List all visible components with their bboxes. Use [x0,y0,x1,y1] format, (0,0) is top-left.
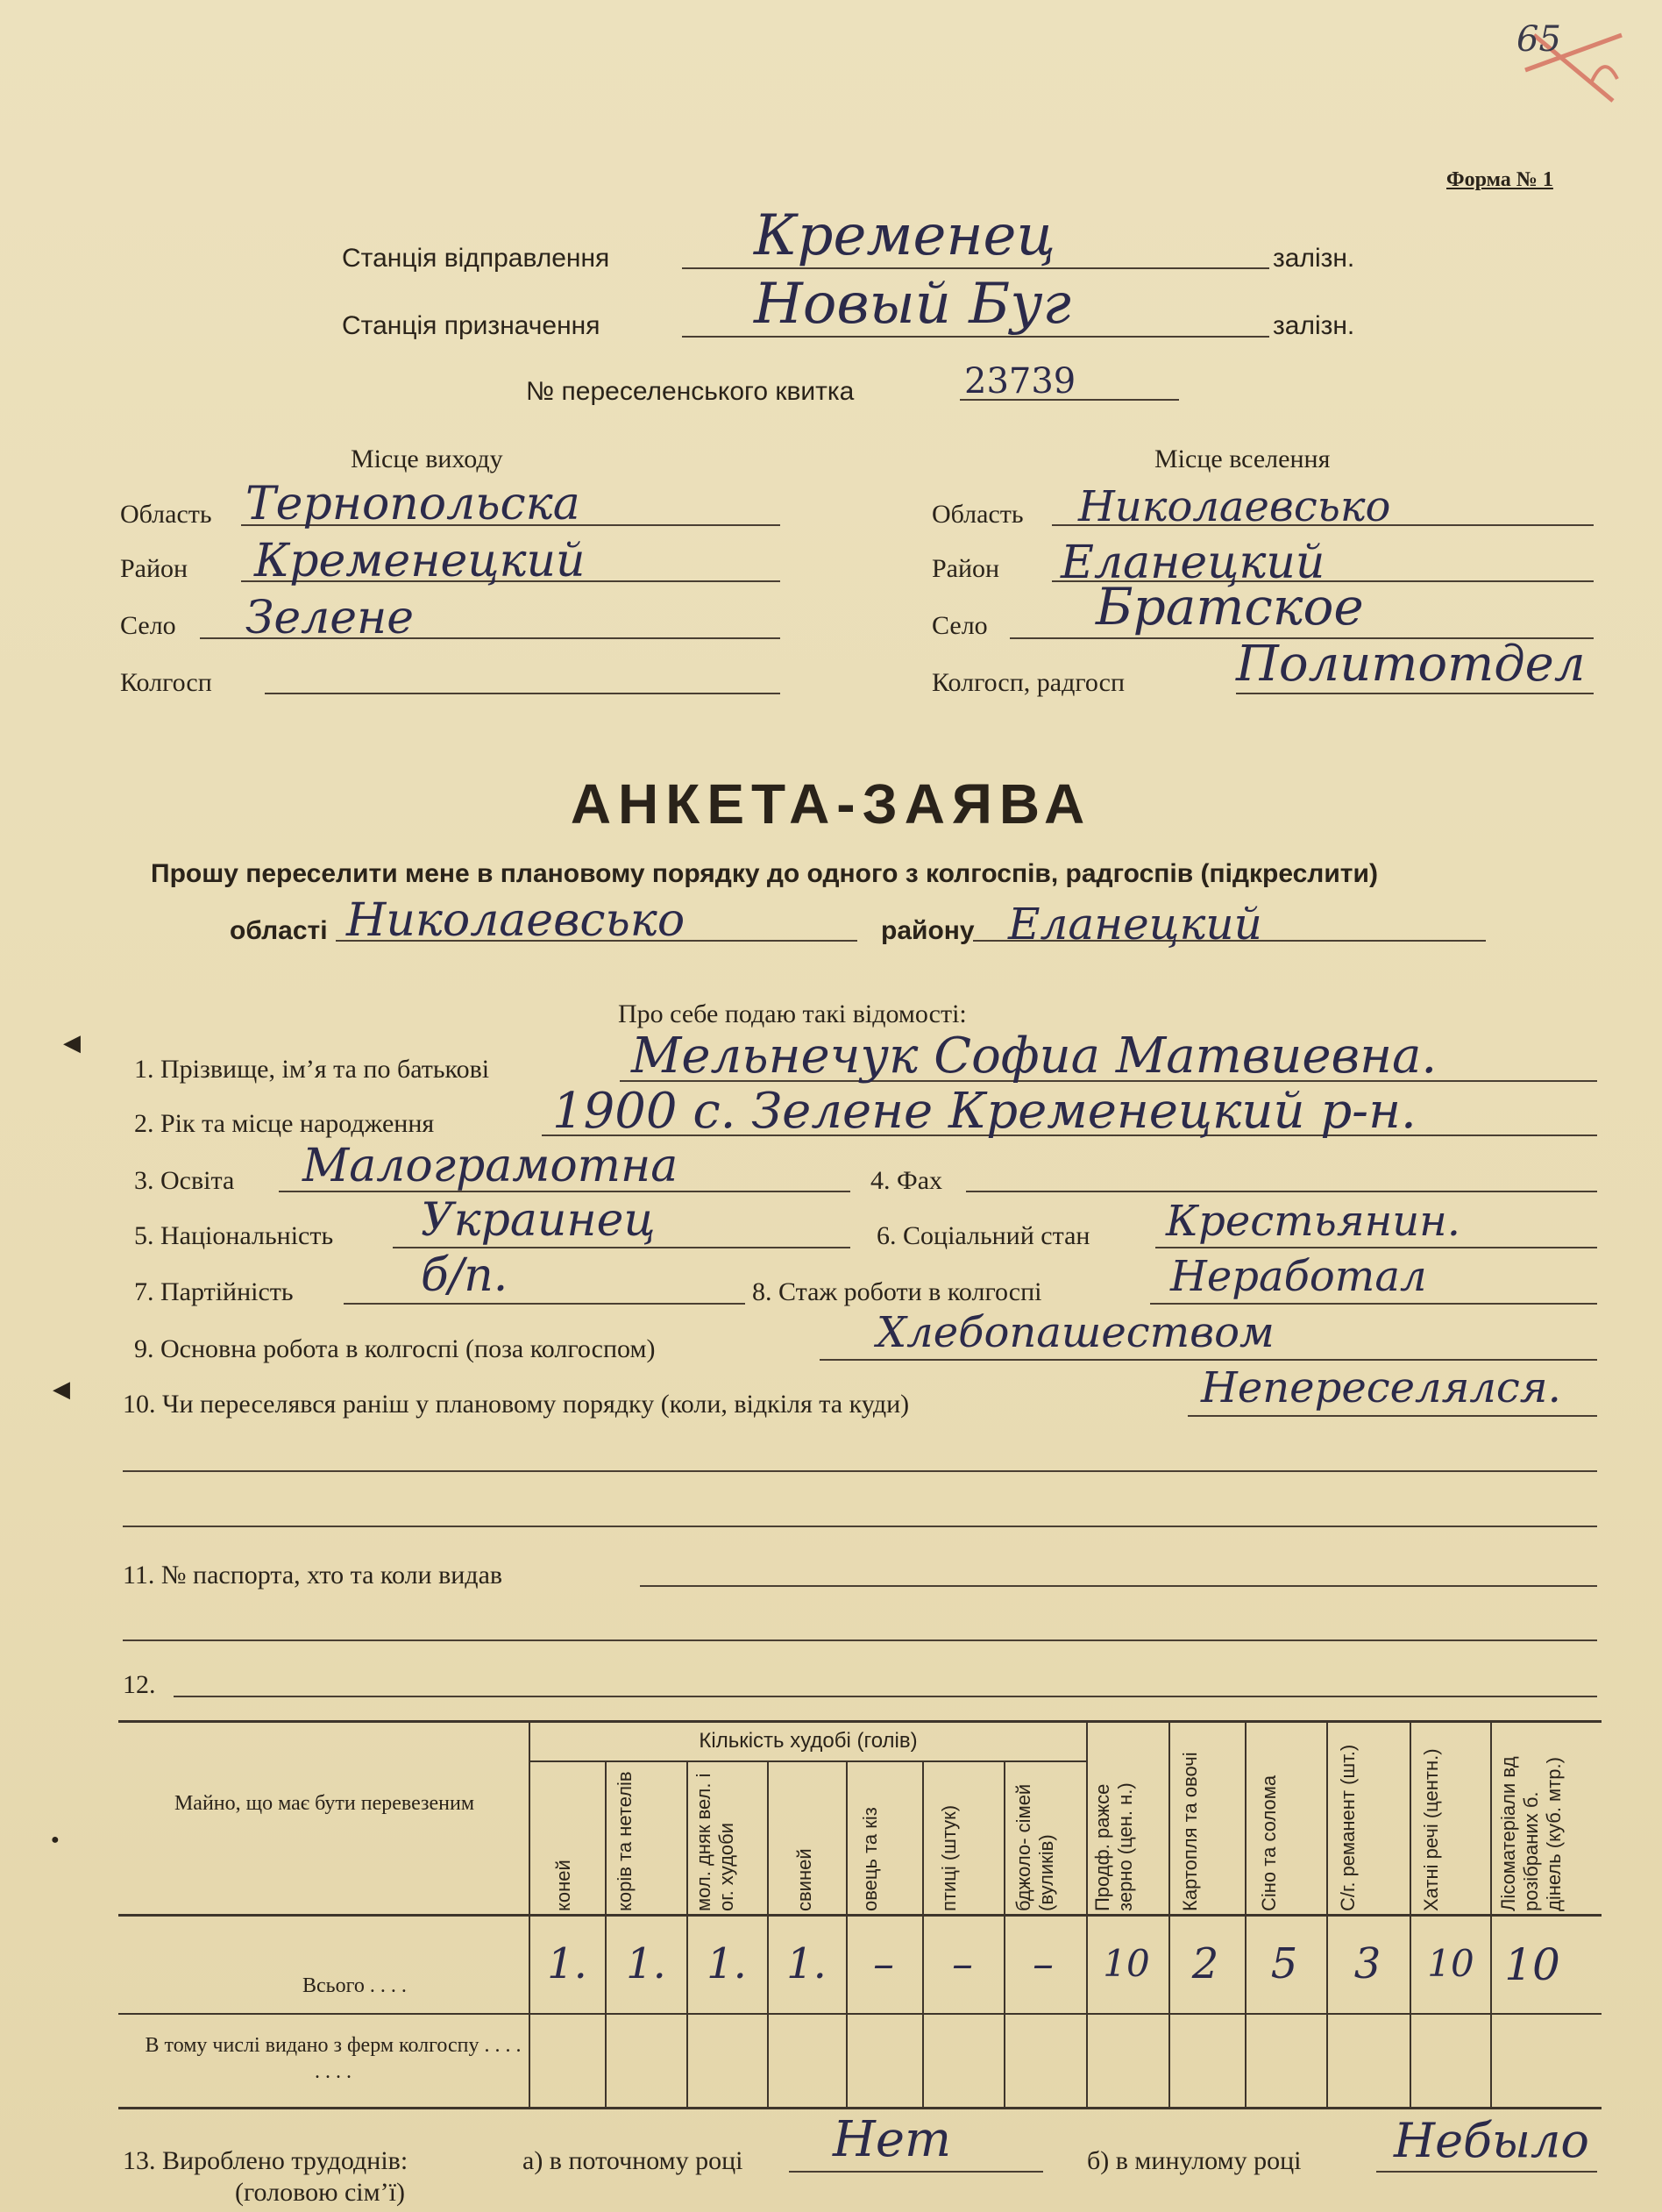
total-grain: 10 [1103,1942,1150,1985]
col-header-timber: Лісоматеріали вд розібраних б. дінель (куб. мтр.) [1497,1756,1565,1911]
field-9-value: Хлебопашеством [877,1308,1275,1357]
request-raion-value: Еланецкий [1008,899,1262,950]
field-2-value: 1900 с. Зелене Кременецкий р-н. [552,1083,1417,1140]
request-oblast-label: області [230,916,328,945]
field-4-label: 4. Фах [870,1166,943,1195]
field-10-label: 10. Чи переселявся раніш у плановому порядку (коли, відкіля та куди) [123,1390,910,1419]
row-farm-label: В тому числі видано з ферм колгоспу . . . . . . . . [145,2034,522,2083]
ticket-number-value: 23739 [964,361,1076,402]
col-header-sheep-goats: овець та кіз [859,1807,881,1911]
col-header-young-cattle: мол. дняк вел. і ог. худоби [692,1773,737,1911]
field-7-value: б/п. [421,1249,508,1302]
col-header-horses: коней [552,1860,574,1911]
origin-raion-value: Кременецкий [254,535,586,587]
total-cows: 1. [626,1939,666,1988]
dest-kolgosp-value: Политотдел [1236,636,1586,693]
col-header-equipment: С/г. реманент (шт.) [1337,1744,1359,1911]
margin-arrow-mark: ◀ [63,1030,81,1056]
workdays-current-label: а) в поточному році [522,2146,743,2175]
workdays-previous-label: б) в минулому році [1087,2146,1302,2175]
col-header-grain: Продф. ражсе зерно (цен. н.) [1091,1782,1136,1911]
archive-number: 65 [1516,19,1561,60]
field-1-label: 1. Прізвище, ім’я та по батькові [134,1055,490,1084]
destination-heading: Місце вселення [1154,445,1331,473]
col-header-household: Хатні речі (центн.) [1420,1748,1442,1911]
field-6-value: Крестьянин. [1166,1197,1460,1246]
field-8-label: 8. Стаж роботи в колгоспі [752,1277,1042,1306]
row-total-label: Всього . . . . [302,1974,407,1997]
destination-station-label: Станція призначення [342,311,600,340]
total-young-cattle: 1. [707,1939,747,1988]
col-header-bee-colonies: бджоло- сімей (вуликів) [1012,1783,1057,1911]
field-12-line [174,1696,1597,1697]
dest-oblast-label: Область [932,500,1024,529]
request-raion-label: району [881,916,975,945]
origin-raion-label: Район [120,554,188,583]
total-pigs: 1. [786,1939,827,1988]
dest-kolgosp-line [1236,693,1594,694]
dest-oblast-value: Николаевсько [1078,482,1391,531]
field-5-value: Украинец [421,1194,656,1247]
col-header-potatoes: Картопля та овочі [1179,1752,1201,1911]
workdays-label: 13. Вироблено трудоднів: [123,2146,408,2175]
col-header-poultry: птиці (штук) [938,1804,960,1911]
destination-station-value: Новый Буг [754,272,1071,337]
margin-arrow-mark: ◀ [53,1376,70,1402]
field-11-extra-line [123,1639,1597,1641]
request-oblast-value: Николаевсько [346,894,685,947]
workdays-previous-value: Небыло [1394,2113,1589,2168]
total-sheep-goats: – [873,1939,894,1988]
col-header-pigs: свиней [793,1848,815,1911]
field-11-label: 11. № паспорта, хто та коли видав [123,1561,503,1590]
total-household: 10 [1427,1942,1474,1985]
origin-oblast-label: Область [120,500,212,529]
field-7-line [344,1303,745,1305]
col-header-cows: корів та нетелів [614,1771,636,1911]
field-10-line [1188,1415,1597,1417]
field-2-label: 2. Рік та місце народження [134,1109,435,1138]
workdays-current-line [789,2171,1043,2173]
field-1-value: Мельнечук Софиа Матвиевна. [631,1028,1438,1085]
field-8-value: Неработал [1170,1252,1427,1301]
origin-oblast-value: Тернопольска [245,478,580,530]
departure-rail-suffix: залізн. [1273,244,1355,273]
field-11-line [640,1585,1597,1587]
margin-dot-mark: ● [51,1832,60,1847]
field-5-label: 5. Національність [134,1221,334,1250]
origin-selo-value: Зелене [245,592,415,644]
field-5-line [393,1247,850,1248]
workdays-sublabel: (головою сім’ї) [235,2178,405,2207]
request-text: Прошу переселити мене в плановому порядку до одного з колгоспів, радгоспів (підкреслити) [151,859,1378,888]
dest-selo-value: Братское [1096,577,1364,637]
destination-rail-suffix: залізн. [1273,311,1355,340]
table-livestock-group-header: Кількість худобі (голів) [699,1729,918,1753]
info-heading: Про себе подаю такі відомості: [618,999,967,1028]
dest-raion-label: Район [932,554,1000,583]
field-6-line [1155,1247,1597,1248]
field-7-label: 7. Партійність [134,1277,294,1306]
dest-selo-label: Село [932,611,988,640]
form-number: Форма № 1 [1446,168,1553,191]
origin-selo-label: Село [120,611,176,640]
total-hay: 5 [1270,1939,1298,1988]
field-12-label: 12. [123,1670,156,1699]
workdays-previous-line [1376,2171,1597,2173]
dest-raion-value: Еланецкий [1061,537,1325,589]
field-9-line [820,1359,1597,1361]
ticket-number-label: № переселенського квитка [526,377,855,406]
origin-heading: Місце виходу [351,445,503,473]
field-6-label: 6. Соціальний стан [877,1221,1090,1250]
total-timber: 10 [1504,1939,1560,1990]
dest-kolgosp-label: Колгосп, радгосп [932,668,1126,697]
total-equipment: 3 [1353,1939,1381,1988]
total-horses: 1. [547,1939,587,1988]
col-header-hay: Сіно та солома [1258,1775,1280,1911]
field-10-extra-line-2 [123,1526,1597,1527]
total-potatoes: 2 [1191,1939,1219,1988]
field-3-label: 3. Освіта [134,1166,235,1195]
field-10-extra-line-1 [123,1470,1597,1472]
field-3-value: Малограмотна [302,1140,678,1192]
field-8-line [1150,1303,1597,1305]
form-title: АНКЕТА-ЗАЯВА [570,772,1092,836]
field-10-value: Непереселялся. [1201,1363,1561,1412]
total-bee-colonies: – [1033,1939,1054,1988]
total-poultry: – [952,1939,973,1988]
table-property-header: Майно, що має бути перевезеним [174,1792,475,1815]
origin-kolgosp-line [265,693,780,694]
origin-kolgosp-label: Колгосп [120,668,212,697]
departure-station-label: Станція відправлення [342,244,610,273]
departure-station-value: Кременец [754,203,1055,268]
field-9-label: 9. Основна робота в колгоспі (поза колгоспом) [134,1334,656,1363]
workdays-current-value: Нет [833,2111,952,2168]
field-4-line [966,1191,1597,1192]
